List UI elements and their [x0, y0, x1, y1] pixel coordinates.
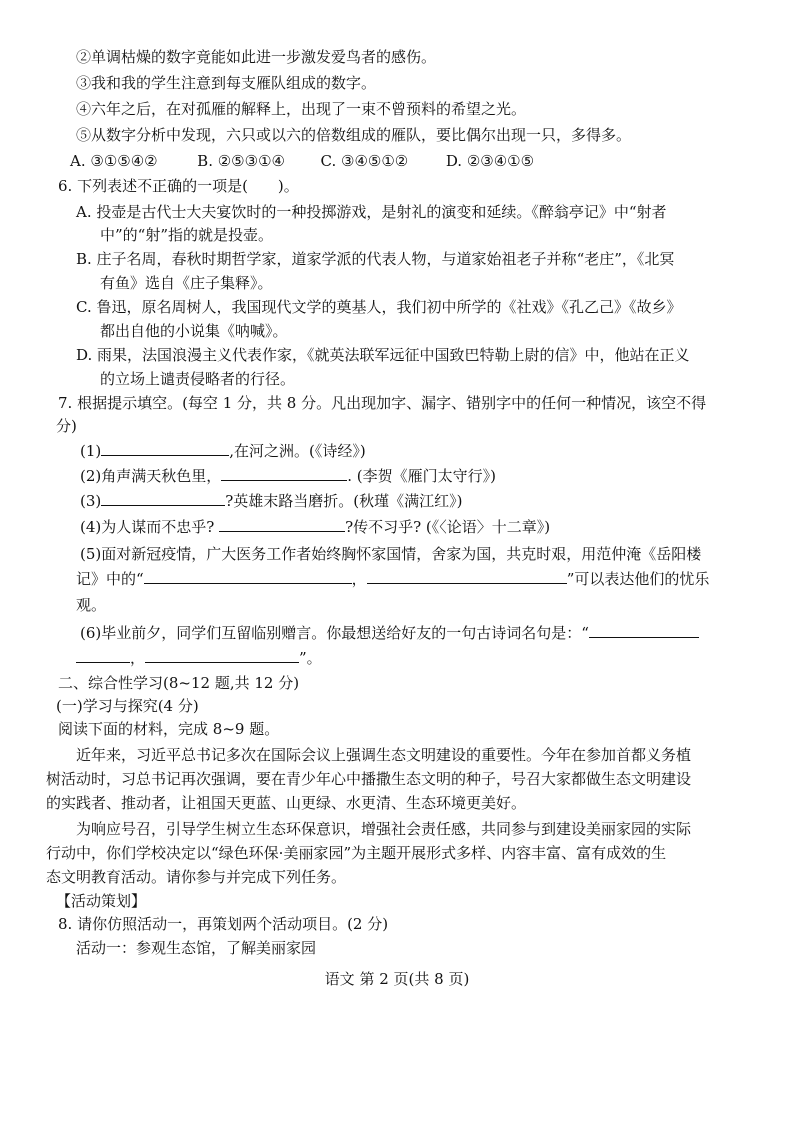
q5-sentence-5: ⑤从数字分析中发现，六只或以六的倍数组成的雁队，要比偶尔出现一只，多得多。: [76, 126, 632, 144]
q6-option-b-line2: 有鱼》选自《庄子集释》。: [100, 274, 273, 292]
reading-instruction: 阅读下面的材料，完成 8~9 题。: [58, 720, 280, 738]
q5-option-b: B. ②⑤③①④: [197, 152, 285, 170]
activity-one: 活动一：参观生态馆，了解美丽家园: [76, 939, 317, 957]
q7-item-1: (1) ,在河之洲。(《诗经》): [80, 442, 366, 460]
activity-plan-heading: 【活动策划】: [56, 892, 147, 910]
q6-option-c-line2: 都出自他的小说集《呐喊》。: [100, 322, 288, 340]
q6-option-a-line2: 中”的“射”指的就是投壶。: [100, 226, 274, 244]
answer-blank[interactable]: [101, 491, 225, 506]
q5-option-c: C. ③④⑤①②: [320, 152, 409, 170]
q6-option-c-line1: C. 鲁迅，原名周树人，我国现代文学的奠基人，我们初中所学的《社戏》《孔乙己》《故乡》: [76, 298, 682, 316]
q7-item-2: (2)角声满天秋色里， . (李贺《雁门太守行》): [80, 467, 496, 485]
q5-sentence-3: ③我和我的学生注意到每支雁队组成的数字。: [76, 74, 377, 92]
q5-option-a: A. ③①⑤④②: [70, 152, 158, 170]
answer-blank[interactable]: [76, 648, 130, 663]
passage-p2-line3: 态文明教育活动。请你参与并完成下列任务。: [46, 868, 347, 886]
passage-p1-line3: 的实践者、推动者，让祖国天更蓝、山更绿、水更清、生态环境更美好。: [46, 794, 527, 812]
q6-option-d-line2: 的立场上谴责侵略者的行径。: [100, 370, 296, 388]
passage-p2-line1: 为响应号召，引导学生树立生态环保意识，增强社会责任感，共同参与到建设美丽家园的实际: [76, 820, 692, 838]
q5-sentence-2: ②单调枯燥的数字竟能如此进一步激发爱鸟者的感伤。: [76, 48, 437, 66]
q6-option-d-line1: D. 雨果，法国浪漫主义代表作家，《就英法联军远征中国致巴特勒上尉的信》中，他站在正义: [76, 346, 690, 364]
q7-item-5-line3: 观。: [76, 596, 107, 614]
page-footer: 语文 第 2 页(共 8 页): [324, 970, 470, 988]
q7-item-5-line1: (5)面对新冠疫情，广大医务工作者始终胸怀家国情，舍家为国，共克时艰，用范仲淹《岳阳楼: [80, 545, 702, 563]
passage-p1-line2: 树活动时，习总书记再次强调，要在青少年心中播撒生态文明的种子，号召大家都做生态文明建设: [46, 770, 692, 788]
q5-sentence-4: ④六年之后，在对孤雁的解释上，出现了一束不曾预料的希望之光。: [76, 100, 527, 118]
answer-blank[interactable]: [221, 466, 347, 481]
passage-p1-line1: 近年来，习近平总书记多次在国际会议上强调生态文明建设的重要性。今年在参加首都义务植: [76, 746, 692, 764]
q8-stem: 8. 请你仿照活动一，再策划两个活动项目。(2 分): [58, 915, 389, 933]
q7-item-6-line1: (6)毕业前夕，同学们互留临别赠言。你最想送给好友的一句古诗词名句是：“: [80, 622, 699, 644]
q7-item-5-line2: 记》中的“ ， ”可以表达他们的忧乐: [76, 570, 710, 588]
answer-blank[interactable]: [367, 569, 567, 584]
answer-blank[interactable]: [145, 648, 299, 663]
section-heading: 二、综合性学习(8~12 题,共 12 分): [58, 674, 300, 692]
answer-blank[interactable]: [144, 569, 352, 584]
subsection-heading: (一)学习与探究(4 分): [56, 697, 199, 715]
q5-option-d: D. ②③④①⑤: [445, 152, 535, 170]
q7-stem-line1: 7. 根据提示填空。(每空 1 分，共 8 分。凡出现加字、漏字、错别字中的任何一种情况，该空不得: [58, 394, 707, 412]
q7-item-3: (3) ?英雄末路当磨折。(秋瑾《满江红》): [80, 492, 463, 510]
answer-blank[interactable]: [101, 441, 229, 456]
answer-blank[interactable]: [589, 623, 699, 638]
q7-stem-line2: 分): [56, 417, 77, 435]
q7-item-6-line2: ， ”。: [76, 647, 322, 669]
answer-blank[interactable]: [219, 517, 345, 532]
q6-stem: 6. 下列表述不正确的一项是( )。: [58, 177, 299, 195]
q7-item-4: (4)为人谋而不忠乎? ?传不习乎? (《〈论语〉十二章》): [80, 518, 551, 536]
q6-option-b-line1: B. 庄子名周，春秋时期哲学家，道家学派的代表人物，与道家始祖老子并称“老庄”，《北冥: [76, 250, 675, 268]
passage-p2-line2: 行动中，你们学校决定以“绿色环保·美丽家园”为主题开展形式多样、内容丰富、富有成效的生: [46, 844, 667, 862]
q6-option-a-line1: A. 投壶是古代士大夫宴饮时的一种投掷游戏，是射礼的演变和延续。《醉翁亭记》中“射者: [76, 203, 667, 221]
q5-options: [70, 150, 534, 172]
